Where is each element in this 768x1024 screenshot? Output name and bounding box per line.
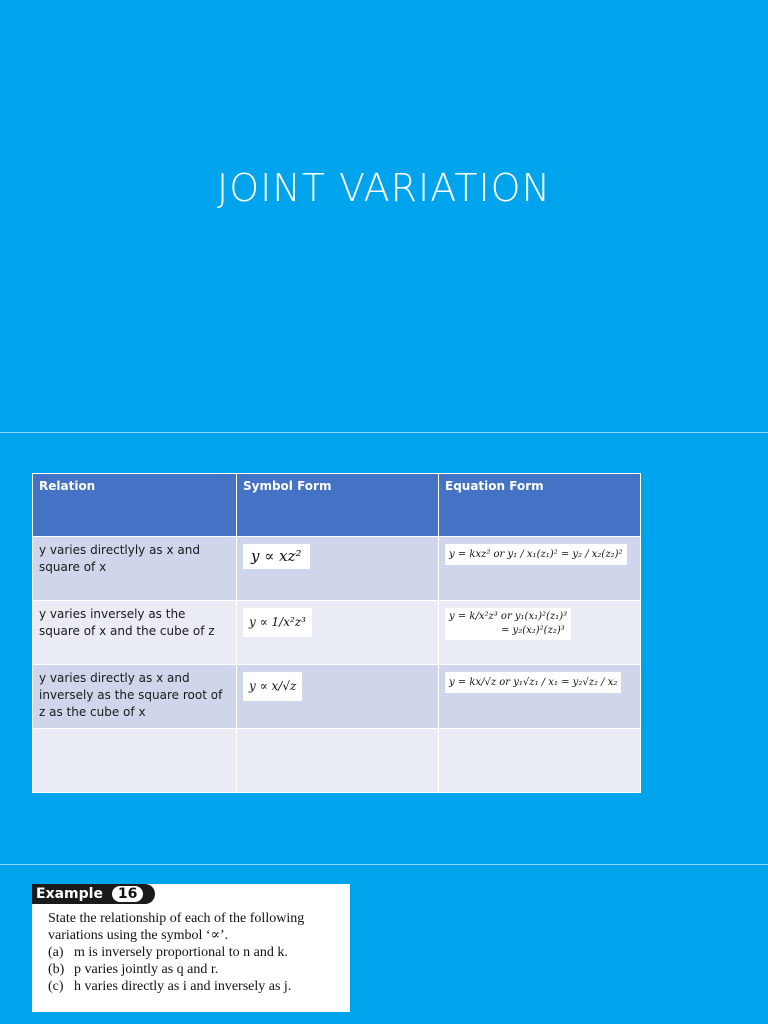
equation-formula: [445, 544, 627, 565]
symbol-cell: [237, 537, 439, 601]
equation-lead: y = k/x²z³ or y₁(x₁)²(z₁)³: [449, 611, 568, 622]
symbol-cell: [237, 729, 439, 793]
relation-cell: y varies directly as x and inversely as the square root of z as the cube of x: [33, 665, 237, 729]
equation-cell: [439, 601, 641, 665]
example-item-marker: (c): [48, 979, 64, 994]
example-item-text: m is inversely proportional to n and k.: [74, 945, 288, 960]
example-label: Example: [36, 886, 103, 902]
relation-cell: y varies inversely as the square of x and the cube of z: [33, 601, 237, 665]
equation-lead: y = kxz² or: [449, 549, 505, 560]
equation-formula: [445, 672, 621, 693]
header-symbol-form: Symbol Form: [237, 474, 439, 537]
symbol-formula: y ∝ x/√z: [243, 672, 302, 701]
header-relation: Relation: [33, 474, 237, 537]
symbol-formula: y ∝ xz²: [243, 544, 310, 569]
equation-tail: y₁ / x₁(z₁)² = y₂ / x₂(z₂)²: [507, 549, 623, 560]
example-item-text: h varies directly as i and inversely as j.: [74, 979, 292, 994]
equation-tail: y₁√z₁ / x₁ = y₂√z₂ / x₂: [513, 677, 618, 688]
symbol-formula: y ∝ 1/x²z³: [243, 608, 312, 637]
example-item: [48, 978, 344, 995]
variation-table: [32, 473, 641, 793]
header-equation-form: Equation Form: [439, 474, 641, 537]
equation-tail: = y₂(x₂)²(z₂)³: [501, 625, 565, 636]
table-row: [33, 729, 641, 793]
symbol-cell: [237, 665, 439, 729]
bottom-divider: [0, 864, 768, 865]
relation-cell: [33, 729, 237, 793]
example-number: 16: [112, 886, 143, 902]
equation-cell: [439, 537, 641, 601]
example-item: [48, 961, 344, 978]
example-box: [32, 884, 350, 1012]
table-row: [33, 537, 641, 601]
example-tab: [32, 884, 155, 904]
example-item-text: p varies jointly as q and r.: [74, 962, 219, 977]
example-item: [48, 944, 344, 961]
top-divider: [0, 432, 768, 433]
slide-title: JOINT VARIATION: [216, 166, 551, 210]
equation-lead: y = kx/√z or: [449, 677, 511, 688]
example-item-marker: (a): [48, 945, 64, 960]
example-item-marker: (b): [48, 962, 65, 977]
table-row: [33, 601, 641, 665]
table-header-row: [33, 474, 641, 537]
equation-formula: [445, 608, 571, 640]
equation-cell: [439, 729, 641, 793]
table-row: [33, 665, 641, 729]
equation-cell: [439, 665, 641, 729]
example-intro: State the relationship of each of the following variations using the symbol ‘∝’.: [48, 911, 305, 943]
symbol-cell: [237, 601, 439, 665]
example-text: [48, 910, 344, 995]
relation-cell: y varies directlyly as x and square of x: [33, 537, 237, 601]
